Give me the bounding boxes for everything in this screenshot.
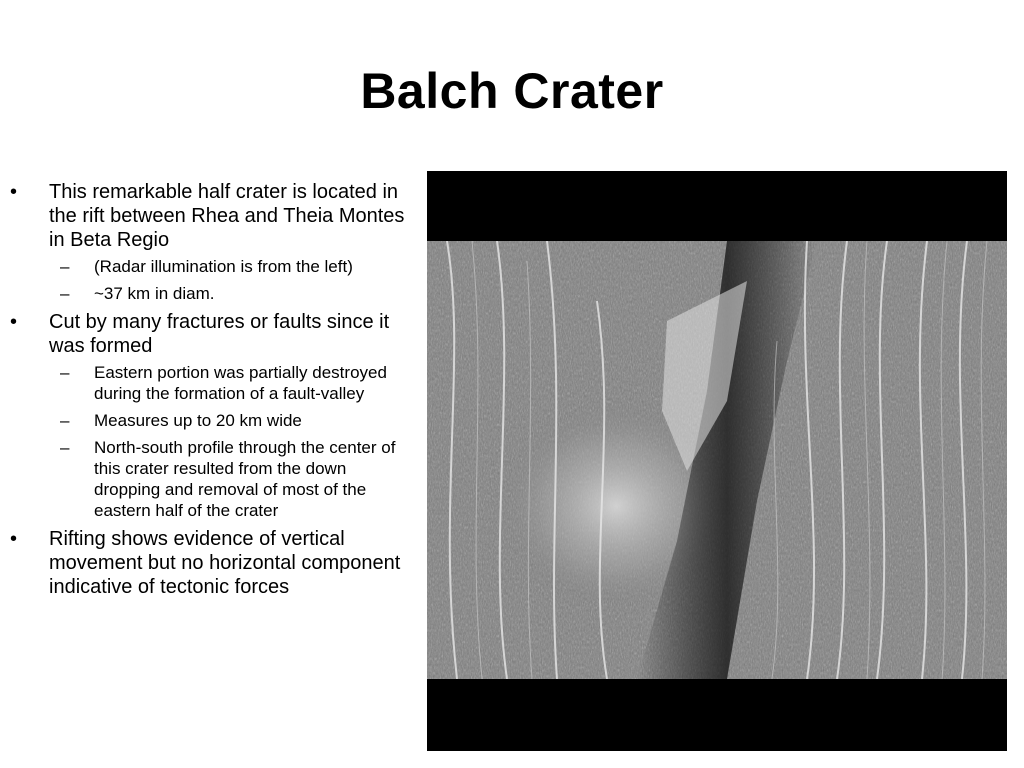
sub-item [49, 437, 410, 521]
sub-item [49, 362, 410, 404]
bullet-list [10, 180, 410, 605]
bullet-icon: • [10, 311, 18, 333]
sub-item-text: Measures up to 20 km wide [94, 411, 302, 430]
dash-icon: – [60, 438, 70, 457]
sub-item-text: (Radar illumination is from the left) [94, 257, 353, 276]
bullet-icon: • [10, 181, 18, 203]
radar-image-frame [427, 171, 1007, 751]
bullet-text: Rifting shows evidence of vertical movement but no horizontal component indicative of tectonic forces [49, 528, 401, 598]
sub-item [49, 283, 410, 304]
sub-item-text: North-south profile through the center of this crater resulted from the down dropping and removal of most of the eastern half of the crater [94, 438, 396, 520]
dash-icon: – [60, 284, 70, 303]
sub-item [49, 256, 410, 277]
bullet-icon: • [10, 528, 18, 550]
bullet-item-3 [10, 527, 410, 599]
sub-list [49, 362, 410, 521]
bullet-text: Cut by many fractures or faults since it was formed [49, 311, 390, 357]
sub-list [49, 256, 410, 304]
bullet-item-2 [10, 310, 410, 521]
dash-icon: – [60, 257, 70, 276]
sub-item [49, 410, 410, 431]
bullet-item-1 [10, 180, 410, 304]
sub-item-text: ~37 km in diam. [94, 284, 215, 303]
sub-item-text: Eastern portion was partially destroyed during the formation of a fault-valley [94, 363, 387, 403]
bullet-text: This remarkable half crater is located in the rift between Rhea and Theia Montes in Beta Regio [49, 181, 405, 251]
dash-icon: – [60, 411, 70, 430]
radar-image-balch-crater [427, 241, 1007, 679]
dash-icon: – [60, 363, 70, 382]
slide-title: Balch Crater [360, 63, 664, 119]
